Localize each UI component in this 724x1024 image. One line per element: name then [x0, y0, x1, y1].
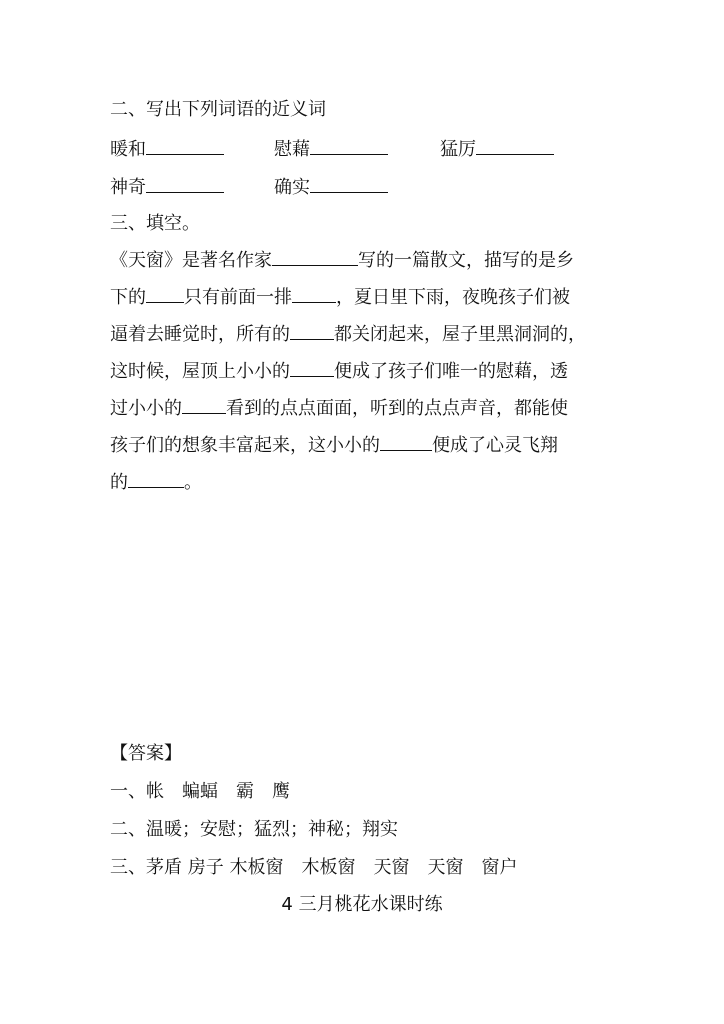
word-label: 暖和: [110, 139, 146, 160]
section2-heading: 二、写出下列词语的近义词: [110, 99, 326, 120]
answer-blank[interactable]: [146, 284, 184, 303]
answer-blank[interactable]: [310, 136, 388, 155]
line-text: 下的: [110, 287, 146, 308]
paragraph-line: [110, 464, 620, 501]
answer-blank[interactable]: [128, 469, 184, 488]
word-item: [110, 174, 224, 200]
section3-heading: 三、填空。: [110, 213, 200, 234]
answer-blank[interactable]: [272, 247, 358, 266]
answers-heading: 【答案】: [110, 743, 182, 764]
paragraph-line: [110, 353, 620, 390]
line-text: 写的一篇散文，描写的是乡: [358, 250, 574, 271]
next-lesson-title: 4 三月桃花水课时练: [281, 894, 443, 915]
word-label: 猛厉: [440, 139, 476, 160]
paragraph-line: [110, 242, 620, 279]
line-text: 过小小的: [110, 398, 182, 419]
answer-blank[interactable]: [380, 432, 432, 451]
word-item: [110, 136, 224, 162]
paragraph-line: [110, 316, 620, 353]
line-text: 孩子们的想象丰富起来，这小小的: [110, 435, 380, 456]
line-text: 都关闭起来，屋子里黑洞洞的，: [334, 324, 586, 345]
line-text: 。: [184, 472, 202, 493]
answer-blank[interactable]: [146, 174, 224, 193]
answer-line-3: 三、茅盾 房子 木板窗 木板窗 天窗 天窗 窗户: [110, 857, 518, 878]
line-text: 看到的点点面面，听到的点点声音，都能使: [226, 398, 568, 419]
fill-in-paragraph: [110, 242, 620, 501]
line-text: 便成了孩子们唯一的慰藉，透: [334, 361, 568, 382]
word-label: 慰藉: [274, 139, 310, 160]
answer-blank[interactable]: [182, 395, 226, 414]
word-item: [440, 136, 554, 162]
line-text: 逼着去睡觉时，所有的: [110, 324, 290, 345]
answer-blank[interactable]: [290, 321, 334, 340]
word-item: [274, 136, 388, 162]
line-text: 的: [110, 472, 128, 493]
line-text: ，夏日里下雨，夜晚孩子们被: [336, 287, 570, 308]
line-text: 《天窗》是著名作家: [110, 250, 272, 271]
paragraph-line: [110, 427, 620, 464]
line-text: 只有前面一排: [184, 287, 292, 308]
line-text: 便成了心灵飞翔: [432, 435, 558, 456]
answer-blank[interactable]: [146, 136, 224, 155]
answer-blank[interactable]: [476, 136, 554, 155]
word-label: 神奇: [110, 177, 146, 198]
paragraph-line: [110, 390, 620, 427]
line-text: 这时候，屋顶上小小的: [110, 361, 290, 382]
word-item: [274, 174, 388, 200]
word-label: 确实: [274, 177, 310, 198]
answer-blank[interactable]: [292, 284, 336, 303]
answer-line-1: 一、帐 蝙蝠 霸 鹰: [110, 781, 290, 802]
answer-blank[interactable]: [290, 358, 334, 377]
answer-line-2: 二、温暖；安慰；猛烈；神秘；翔实: [110, 819, 398, 840]
answer-blank[interactable]: [310, 174, 388, 193]
paragraph-line: [110, 279, 620, 316]
